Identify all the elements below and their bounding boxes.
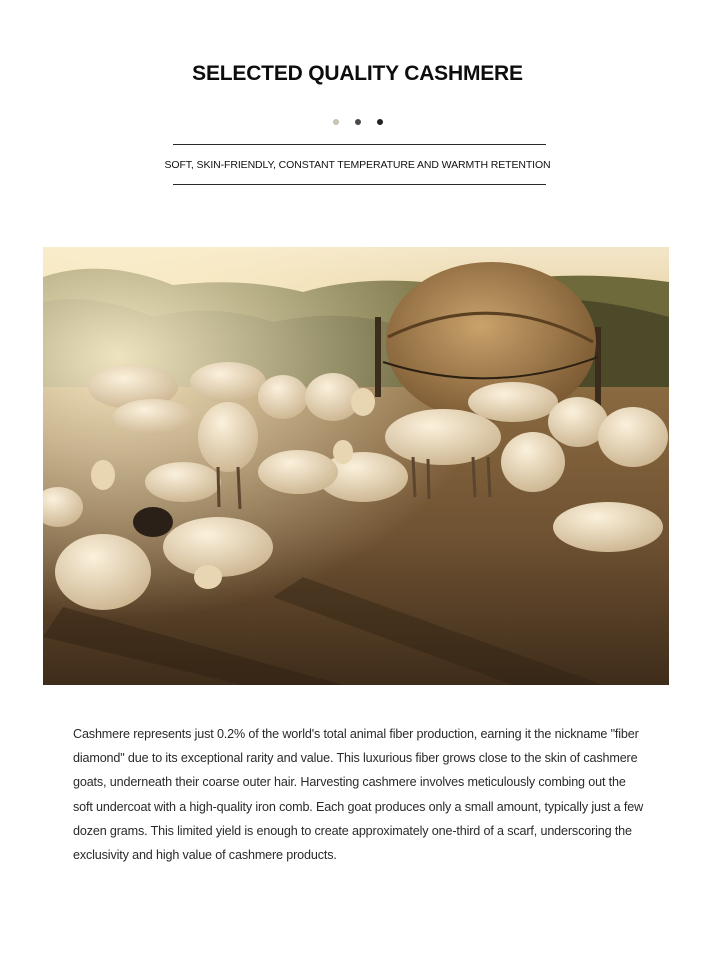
sheep-photo-illustration [43,247,669,685]
description-paragraph: Cashmere represents just 0.2% of the world's total animal fiber production, earning it the nickname "fiber diamond" due to its exceptional rarity and value. This luxurious fiber grows close to the skin of cashmere goats, underneath their coarse outer hair. Harvesting cashmere involves meticulously combing out the soft undercoat with a high-quality iron comb. Each goat produces only a small amount, typically just a few dozen grams. This limited yield is enough to create approximately one-third of a scarf, underscoring the exclusivity and high value of cashmere products. [73,727,644,863]
carousel-dots [0,119,715,125]
sheep-photo [43,247,669,685]
dot-indicator [333,119,339,125]
bottom-divider [173,184,546,185]
top-divider [173,144,546,145]
page-title: SELECTED QUALITY CASHMERE [192,62,523,85]
dot-indicator [377,119,383,125]
subtitle: SOFT, SKIN-FRIENDLY, CONSTANT TEMPERATURE AND WARMTH RETENTION [164,159,551,171]
dot-indicator [355,119,361,125]
